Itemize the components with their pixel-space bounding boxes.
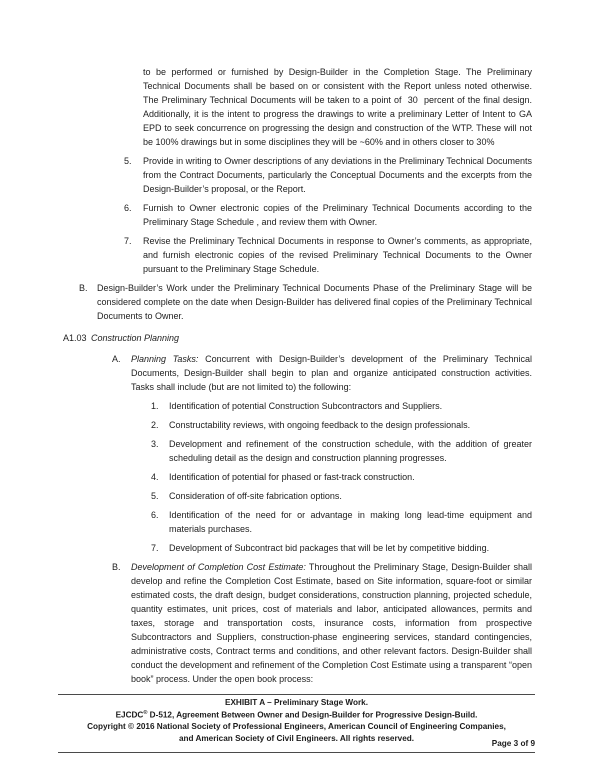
item-text: Constructability reviews, with ongoing feedback to the design professionals. xyxy=(169,420,471,430)
item-number: 2. xyxy=(151,420,159,430)
item-letter: A. xyxy=(112,354,121,364)
item-b-completion xyxy=(0,281,600,323)
item-number: 5. xyxy=(151,491,159,501)
item-text: Design-Builder’s Work under the Preliminary Technical Documents Phase of the Preliminary Stage will be considered complete on the date when Design-Builder has delivered final copies of the Preliminary Technical Documents to Owner. xyxy=(97,283,532,321)
footer-copyright-line2: and American Society of Civil Engineers. All rights reserved. xyxy=(178,733,415,743)
footer-doc-name: EJCDC xyxy=(115,711,144,721)
item-number: 3. xyxy=(151,439,159,449)
item-number: 1. xyxy=(151,401,159,411)
task-item-2 xyxy=(0,418,600,432)
document-footer xyxy=(58,697,535,744)
item-number: 7. xyxy=(151,543,159,553)
footer-document-line xyxy=(58,708,535,721)
list-item-6 xyxy=(0,201,600,229)
task-item-1 xyxy=(0,399,600,413)
lead-body: Throughout the Preliminary Stage, Design-Builder shall develop and refine the Completion Cost Estimate, based on Site information, square-foot or similar estimated costs, the draft design, budget considerations, construction planning, projected schedule, quantity estimates, unit prices, cost of materials and labor, anticipated allowances, permits and taxes, storage and transportation costs, insurance costs, information from prospective Subcontractors and Suppliers, construction-phase engineering services, standard contingencies, administrative costs, Contract terms and conditions, and other relevant factors. Design-Builder shall conduct the development and refinement of the Completion Cost Estimate using a transparent “open book” process. Under the open book process: xyxy=(131,562,533,684)
item-number: 4. xyxy=(151,472,159,482)
item-text: Identification of potential for phased or fast-track construction. xyxy=(169,472,415,482)
item-text: Development of Subcontract bid packages that will be let by competitive bidding. xyxy=(169,543,490,553)
task-item-7 xyxy=(0,541,600,555)
document-body xyxy=(0,65,600,690)
footer-doc-rest: D-512, Agreement Between Owner and Design-Builder for Progressive Design-Build. xyxy=(147,711,478,721)
item-letter: B. xyxy=(112,562,121,572)
item-text: Identification of potential Construction Subcontractors and Suppliers. xyxy=(169,401,443,411)
item-text: Consideration of off-site fabrication options. xyxy=(169,491,342,501)
item-number: 5. xyxy=(124,156,132,166)
footer-exhibit-line: EXHIBIT A – Preliminary Stage Work. xyxy=(224,698,369,707)
italic-lead: Planning Tasks: xyxy=(131,354,199,364)
page-number: Page 3 of 9 xyxy=(491,739,535,748)
item-a-planning-tasks xyxy=(0,352,600,394)
registered-mark: ® xyxy=(143,710,148,717)
section-title: Construction Planning xyxy=(91,333,180,343)
item-text: Revise the Preliminary Technical Documents in response to Owner’s comments, as appropriate, and furnish electronic copies of the revised Preliminary Technical Documents to the Owner pursuant to the Preliminary Stage Schedule. xyxy=(143,236,532,274)
item-text: Development and refinement of the construction schedule, with the addition of greater scheduling detail as the design and construction planning progresses. xyxy=(169,439,532,463)
section-number: A1.03 xyxy=(63,333,87,343)
list-item-7 xyxy=(0,234,600,276)
task-item-6 xyxy=(0,508,600,536)
footer-rule-bottom xyxy=(58,752,535,753)
item-b-cost-estimate xyxy=(0,560,600,686)
item-text xyxy=(131,560,532,686)
item-number: 6. xyxy=(151,510,159,520)
italic-lead: Development of Completion Cost Estimate: xyxy=(131,562,306,572)
footer-copyright-line1: Copyright © 2016 National Society of Professional Engineers, American Council of Engineering Companies, xyxy=(87,722,506,732)
lead-body: Concurrent with Design-Builder’s development of the Preliminary Technical Documents, Design-Builder shall begin to plan and organize anticipated construction activities. Tasks shall include (but are not limited to) the following: xyxy=(131,354,532,392)
item-text xyxy=(131,352,532,394)
section-heading-a1-03 xyxy=(0,331,532,345)
task-item-5 xyxy=(0,489,600,503)
task-item-4 xyxy=(0,470,600,484)
item-text: Furnish to Owner electronic copies of the Preliminary Technical Documents according to the Preliminary Stage Schedule , and review them with Owner. xyxy=(143,203,532,227)
task-item-3 xyxy=(0,437,600,465)
item-text: Identification of the need for or advantage in making long lead-time equipment and materials purchases. xyxy=(169,510,532,534)
continuation-paragraph: to be performed or furnished by Design-Builder in the Completion Stage. The Preliminary Technical Documents shall be based on or consistent with the Report unless noted otherwise. The Preliminary Technical Documents will be taken to a point of 30 percent of the final design. Additionally, it is the intent to progress the drawings to write a preliminary Letter of Intent to GA EPD to seek concurrence on progressing the design and construction of the WTP. These will not be 100% drawings but in some disciplines they will be ~60% and in others closer to 30% xyxy=(143,67,532,147)
footer-rule-top xyxy=(58,694,535,695)
item-number: 6. xyxy=(124,203,132,213)
list-item-5 xyxy=(0,154,600,196)
item-text: Provide in writing to Owner descriptions of any deviations in the Preliminary Technical Documents from the Contract Documents, particularly the Conceptual Documents and the excerpts from the Design-Builder’s proposal, or the Report. xyxy=(143,156,532,194)
item-number: 7. xyxy=(124,236,132,246)
item-letter: B. xyxy=(79,283,88,293)
